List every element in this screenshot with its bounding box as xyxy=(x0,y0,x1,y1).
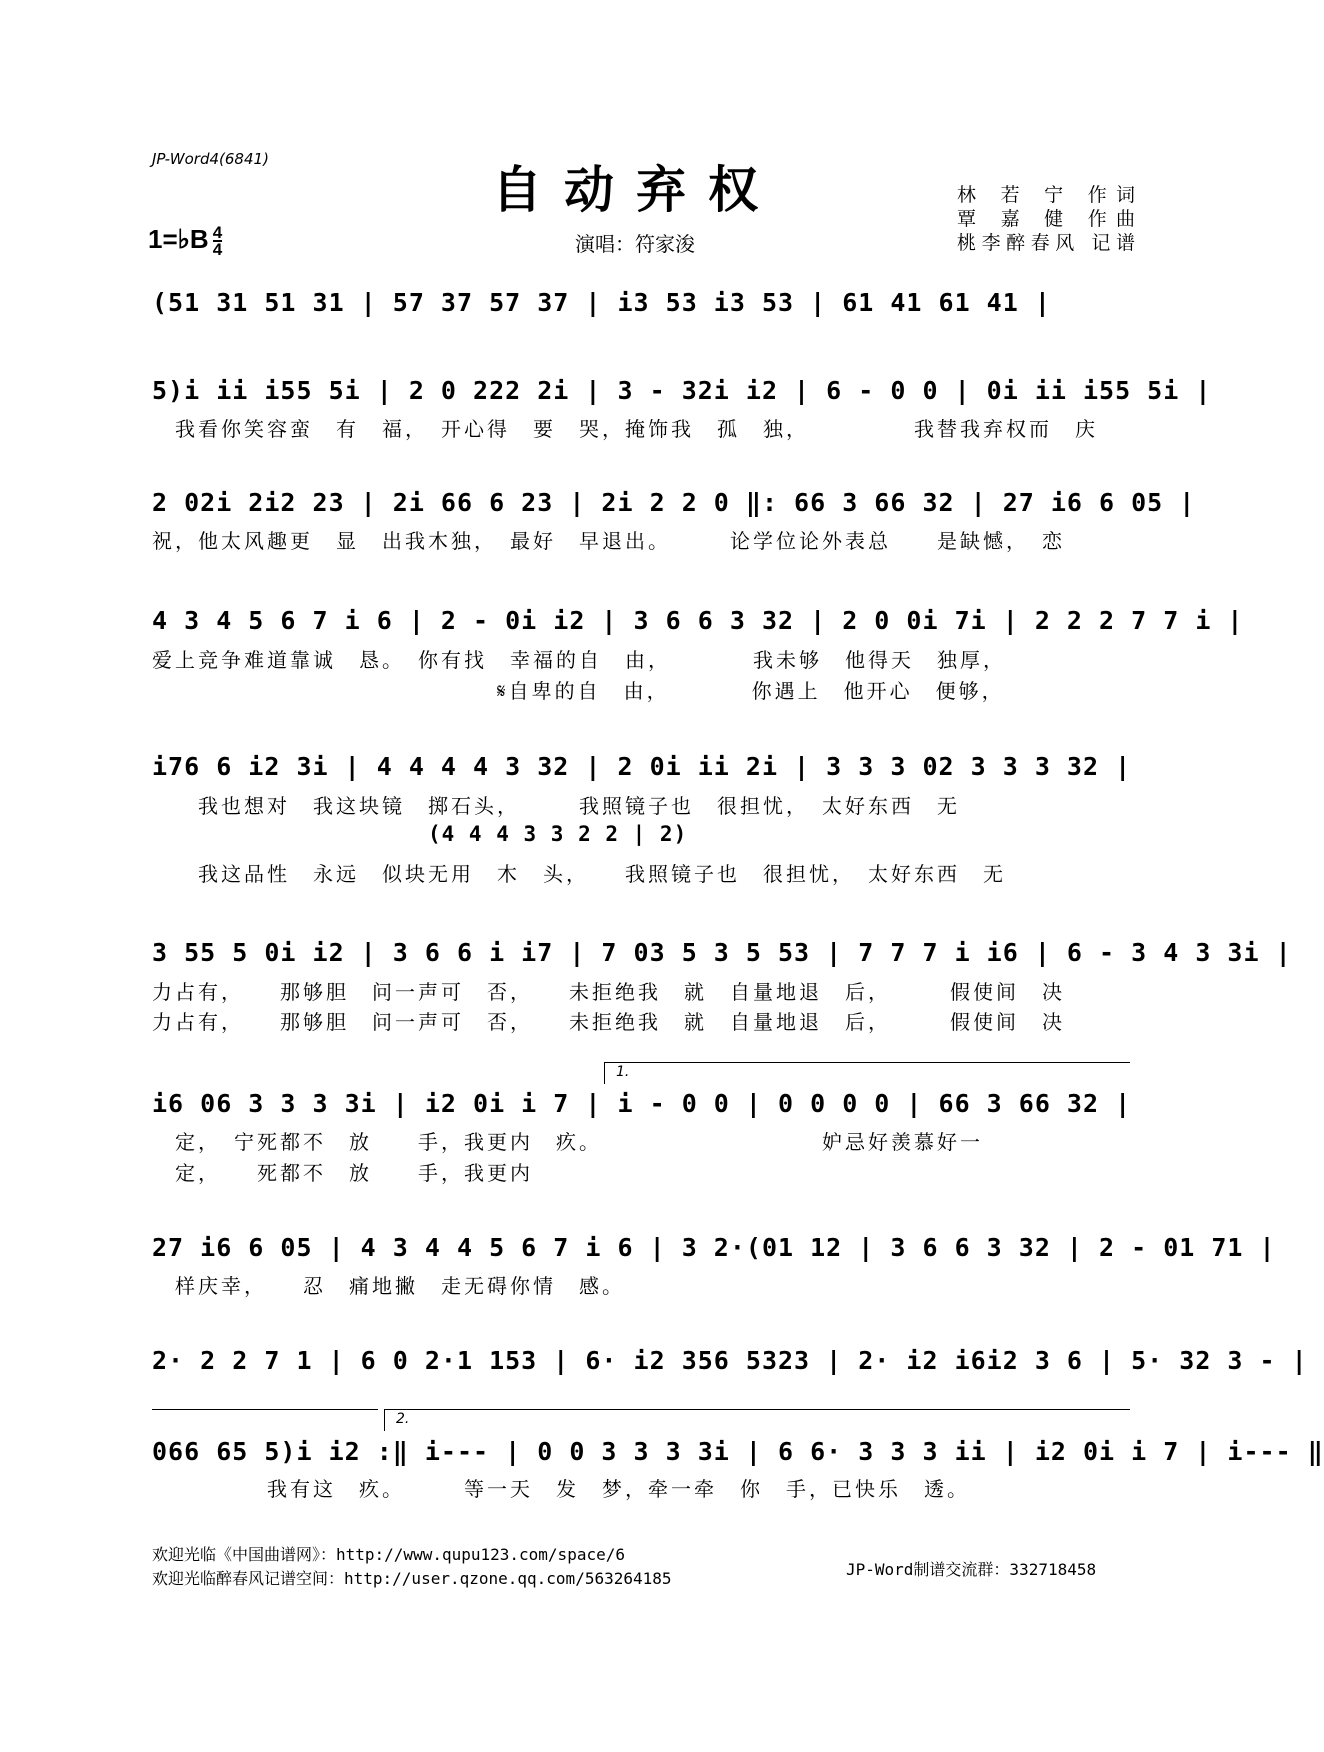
lyric-line-3b: 𝄋自卑的自 由， 你遇上 他开心 便够， xyxy=(152,679,1005,703)
volta-1-label: 1. xyxy=(616,1064,630,1080)
lyric-line-5: 力占有， 那够胆 问一声可 否， 未拒绝我 就 自量地退 后， 假使间 决 xyxy=(152,980,1065,1004)
notation-line-9: 2· 2 2 7 1 | 6 0 2·1 153 | 6· i2 356 5323 | 2· i2 i6i2 3 6 | 5· 32 3 - | xyxy=(152,1346,1308,1375)
lyric-line-6b: 定， 死都不 放 手，我更内 xyxy=(152,1161,533,1185)
notation-line-4: 4 3 4 5 6 7 i 6 | 2 - 0i i2 | 3 6 6 3 32 | 2 0 0i 7i | 2 2 2 7 7 i | xyxy=(152,606,1244,635)
lyric-line-7: 样庆幸， 忍 痛地撇 走无碍你情 感。 xyxy=(152,1274,625,1298)
time-top: 4 xyxy=(212,223,223,243)
lyric-line-2: 祝，他太风趣更 显 出我木独， 最好 早退出。 论学位论外表总 是缺憾， 恋 xyxy=(152,529,1065,553)
credits xyxy=(957,183,1135,255)
song-title: 自动弃权 xyxy=(492,160,780,219)
footer-link-1[interactable]: 欢迎光临《中国曲谱网》：http://www.qupu123.com/space/6 xyxy=(152,1545,625,1564)
key-signature xyxy=(148,223,223,260)
notation-line-2: 5)i ii i55 5i | 2 0 222 2i | 3 - 32i i2 | 6 - 0 0 | 0i ii i55 5i | xyxy=(152,376,1212,405)
lyric-line-6: 定， 宁死都不 放 手，我更内 疚。 妒忌好羡慕好一 xyxy=(152,1130,983,1154)
notation-line-7: i6 06 3 3 3 3i | i2 0i i 7 | i - 0 0 | 0 0 0 0 | 66 3 66 32 | xyxy=(152,1089,1132,1118)
volta-1-edge xyxy=(604,1062,605,1084)
lyricist-credit: 林 若 宁 作词 xyxy=(957,184,1135,206)
notation-line-3: 2 02i 2i2 23 | 2i 66 6 23 | 2i 2 2 0 ‖: 66 3 66 32 | 27 i6 6 05 | xyxy=(152,488,1196,517)
time-bottom: 4 xyxy=(212,240,223,260)
footer-links xyxy=(152,1543,672,1591)
software-label: JP-Word4(6841) xyxy=(152,150,269,168)
time-signature xyxy=(212,223,223,260)
composer-credit: 覃 嘉 健 作曲 xyxy=(957,208,1135,230)
volta-1-continuation xyxy=(152,1409,378,1410)
lyric-line-4b: 我这品性 永远 似块无用 木 头， 我照镜子也 很担忧， 太好东西 无 xyxy=(152,862,1006,886)
notation-line-1: (51 31 51 31 | 57 37 57 37 | i3 53 i3 53 | 61 41 61 41 | xyxy=(152,288,1051,317)
notation-line-8: 27 i6 6 05 | 4 3 4 4 5 6 7 i 6 | 3 2·(01 12 | 3 6 6 3 32 | 2 - 01 71 | xyxy=(152,1233,1276,1262)
footer-group: JP-Word制谱交流群：332718458 xyxy=(846,1560,1097,1579)
volta-2-label: 2. xyxy=(396,1411,410,1427)
transcriber-credit: 桃李醉春风 记谱 xyxy=(957,232,1135,254)
lyric-line-1: 我看你笑容蛮 有 福， 开心得 要 哭，掩饰我 孤 独， 我替我弃权而 庆 xyxy=(152,417,1098,441)
notation-line-10: 066 65 5)i i2 :‖ i--- | 0 0 3 3 3 3i | 6 6· 3 3 3 ii | i2 0i i 7 | i--- ‖ xyxy=(152,1437,1324,1466)
lyric-line-8: 我有这 疚。 等一天 发 梦，牵一牵 你 手，已快乐 透。 xyxy=(152,1477,970,1501)
key-label: 1=♭B xyxy=(148,224,209,254)
notation-line-5: i76 6 i2 3i | 4 4 4 4 3 32 | 2 0i ii 2i | 3 3 3 02 3 3 3 32 | xyxy=(152,752,1132,781)
lyric-line-5b: 力占有， 那够胆 问一声可 否， 未拒绝我 就 自量地退 后， 假使间 决 xyxy=(152,1010,1065,1034)
inserted-notation: (4 4 4 3 3 2 2 | 2) xyxy=(428,822,688,846)
volta-1-bracket xyxy=(604,1062,1130,1063)
lyric-line-4: 我也想对 我这块镜 掷石头， 我照镜子也 很担忧， 太好东西 无 xyxy=(152,794,960,818)
volta-2-bracket xyxy=(384,1409,1130,1410)
notation-line-6: 3 55 5 0i i2 | 3 6 6 i i7 | 7 03 5 3 5 53 | 7 7 7 i i6 | 6 - 3 4 3 3i | xyxy=(152,938,1292,967)
volta-2-edge xyxy=(384,1409,385,1431)
footer-link-2[interactable]: 欢迎光临醉春风记谱空间：http://user.qzone.qq.com/563264185 xyxy=(152,1569,672,1588)
singer-credit: 演唱：符家浚 xyxy=(575,232,695,256)
lyric-line-3: 爱上竞争难道靠诚 恳。 你有找 幸福的自 由， 我未够 他得天 独厚， xyxy=(152,648,1006,672)
